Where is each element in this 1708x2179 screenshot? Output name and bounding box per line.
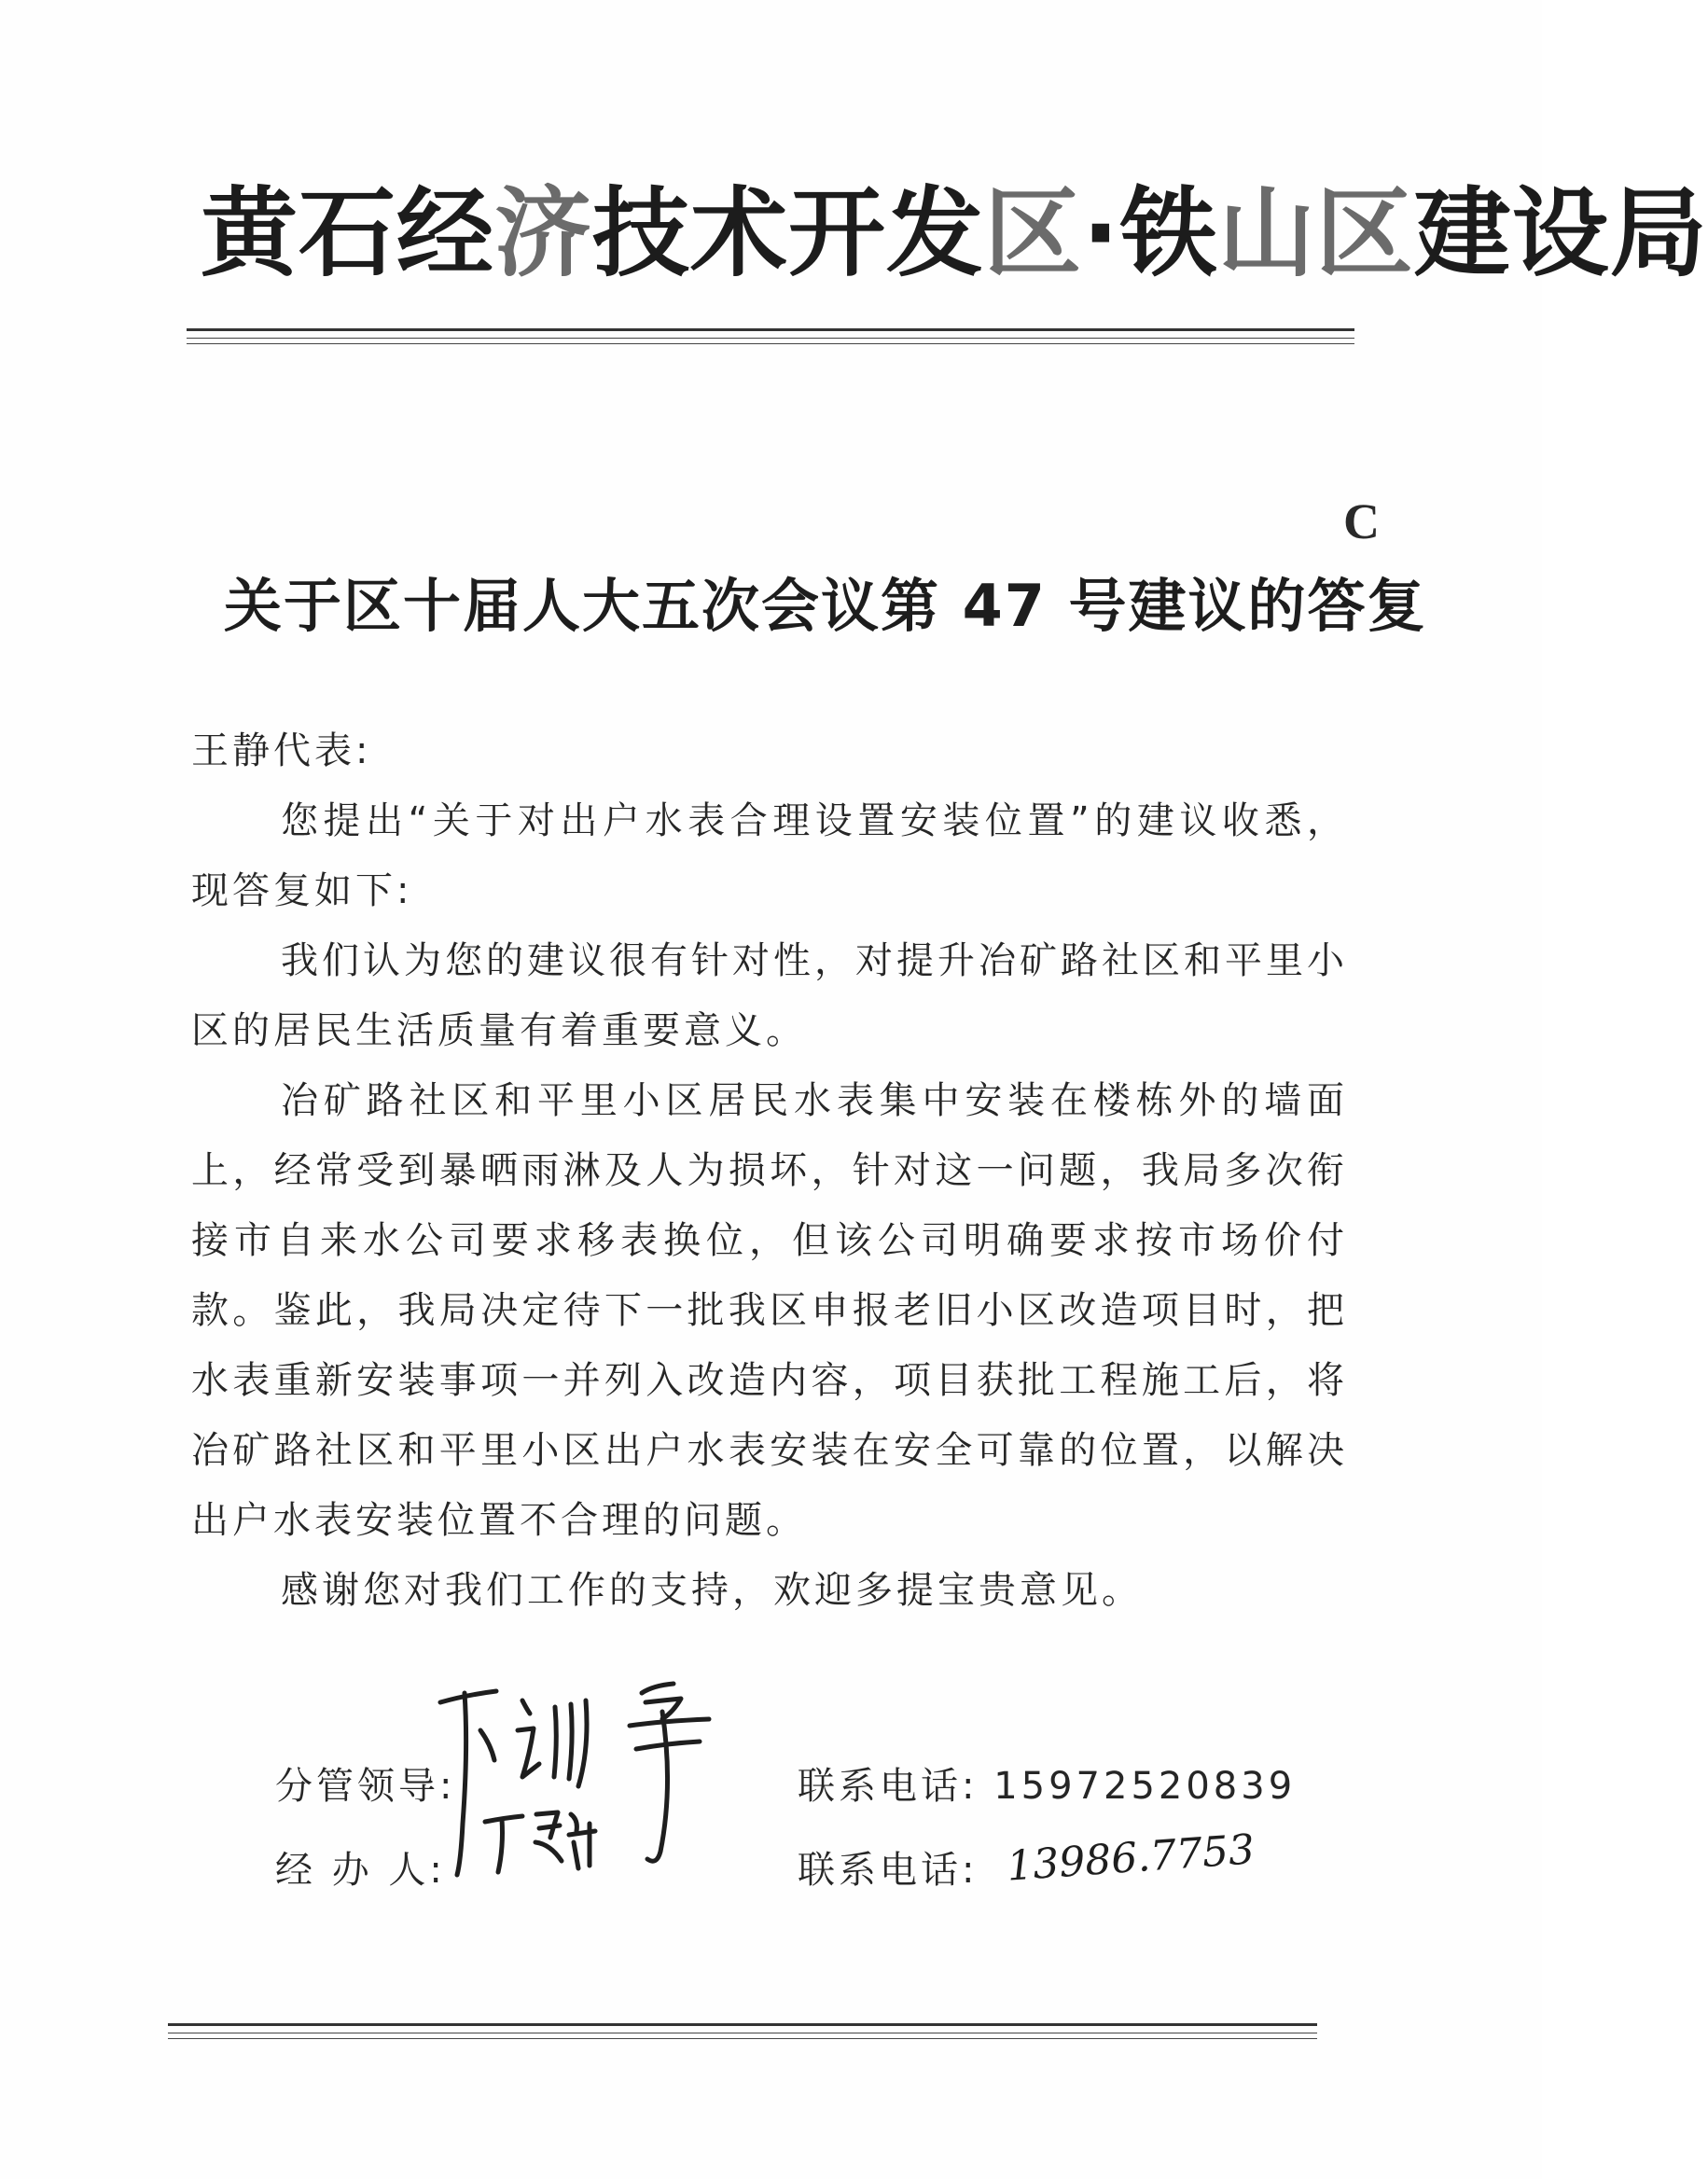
body-paragraph: 我们认为您的建议很有针对性，对提升冶矿路社区和平里小区的居民生活质量有着重要意义。: [191, 939, 1348, 1052]
classification-mark: C: [1343, 493, 1380, 549]
letterhead-part: ·铁: [1082, 176, 1218, 290]
letterhead-part: 技术开发: [592, 176, 985, 290]
body-paragraph: 您提出“关于对出户水表合理设置安装位置”的建议收悉，现答复如下:: [191, 799, 1348, 912]
body-paragraph: 感谢您对我们工作的支持，欢迎多提宝贵意见。: [281, 1569, 1143, 1612]
letterhead-rule-thick: [187, 328, 1354, 331]
phone-label: 联系电话:: [798, 1849, 979, 1892]
leader-label: 分管领导:: [275, 1765, 456, 1808]
handwritten-phone-number: [1003, 1824, 1257, 1891]
letterhead-part: 建设局: [1413, 176, 1708, 290]
footer-rule-thin: [168, 2038, 1317, 2039]
handler-label: 经 办 人:: [275, 1849, 446, 1892]
letterhead-part: 区: [1315, 176, 1414, 290]
letterhead-rule-thin: [187, 338, 1354, 339]
phone-label: 联系电话:: [798, 1765, 979, 1808]
letterhead-title: [201, 163, 1708, 303]
contact-row-1: [798, 1744, 1296, 1828]
footer-rule-thick: [168, 2023, 1317, 2026]
letterhead-part: 济: [494, 176, 593, 290]
letterhead-rule-thin: [187, 343, 1354, 344]
salutation: 王静代表:: [191, 729, 372, 772]
letterhead-part: 区: [984, 176, 1083, 290]
body-paragraphs: [191, 786, 1348, 1626]
handwritten-phone-text: 13986.7753: [1005, 1825, 1257, 1891]
document-title: 关于区十届人大五次会议第 47 号建议的答复: [224, 572, 1427, 640]
letterhead-part: 黄石经: [201, 176, 495, 290]
letterhead-part: 山: [1217, 176, 1316, 290]
handwritten-signature: [429, 1674, 774, 1898]
body-paragraph: 冶矿路社区和平里小区居民水表集中安装在楼栋外的墙面上，经常受到暴晒雨淋及人为损坏，针对这一问题，我局多次衔接市自来水公司要求移表换位，但该公司明确要求按市场价付款。鉴此，我局决定待下一批我区申报老旧小区改造项目时，把水表重新安装事项一并列入改造内容，项目获批工程施工后，将冶矿路社区和平里小区出户水表安装在安全可靠的位置，以解决出户水表安装位置不合理的问题。: [191, 1079, 1348, 1542]
phone-number: 15972520839: [993, 1765, 1297, 1808]
